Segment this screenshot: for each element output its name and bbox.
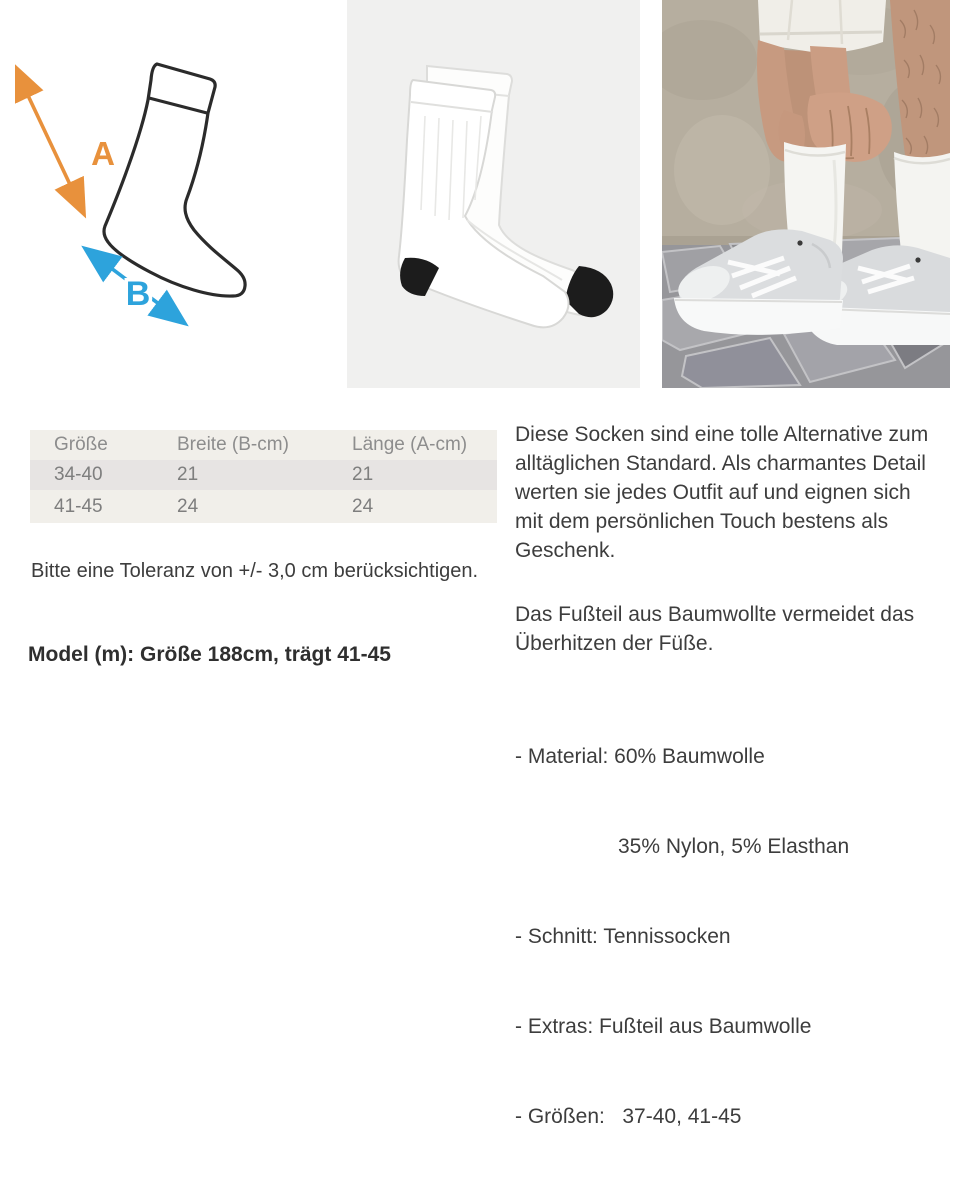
description-line: werten sie jedes Outfit auf und eignen sich	[515, 481, 911, 504]
breite-cell: 24	[177, 495, 199, 517]
size-table-header-row	[30, 430, 497, 460]
spec-groessen: - Größen: 37-40, 41-45	[515, 1105, 742, 1128]
description-line: Diese Socken sind eine tolle Alternative zum	[515, 423, 929, 446]
left-sneaker-eyelet	[797, 240, 802, 245]
laenge-cell: 24	[352, 495, 374, 517]
laenge-cell: 21	[352, 464, 374, 485]
spec-material: - Material: 60% Baumwolle	[515, 745, 765, 768]
tolerance-note: Bitte eine Toleranz von +/- 3,0 cm berücksichtigen.	[31, 560, 479, 582]
breite-cell: 21	[177, 464, 199, 485]
lifestyle-photo-svg	[662, 0, 950, 388]
lifestyle-photo	[662, 0, 950, 388]
measure-arrow-a-icon	[15, 68, 83, 212]
table-row	[30, 460, 497, 490]
size-cell: 34-40	[54, 464, 103, 485]
size-table-header-breite: Breite (B-cm)	[177, 434, 289, 455]
description-line: Geschenk.	[515, 539, 616, 562]
description-line: Überhitzen der Füße.	[515, 632, 714, 655]
size-diagram-svg	[15, 10, 330, 385]
size-table-header-laenge: Länge (A-cm)	[352, 434, 468, 455]
description-paragraph-2	[515, 600, 951, 658]
sock-outline	[104, 64, 245, 296]
description-line: mit dem persönlichen Touch bestens als	[515, 510, 889, 533]
product-specs-list	[515, 682, 951, 1192]
jeans-cuff	[758, 0, 886, 53]
jeans-cuff-fold	[760, 32, 882, 34]
right-sneaker-eyelet	[915, 257, 920, 262]
product-photo-socks	[347, 0, 640, 388]
size-cell: 41-45	[54, 495, 103, 517]
spec-extras: - Extras: Fußteil aus Baumwolle	[515, 1015, 812, 1038]
spec-schnitt: - Schnitt: Tennissocken	[515, 925, 731, 948]
size-table-header-groesse: Größe	[54, 434, 108, 455]
table-row	[30, 490, 497, 523]
spec-material-continuation: 35% Nylon, 5% Elasthan	[618, 835, 850, 858]
size-table	[30, 430, 497, 523]
size-diagram-image	[15, 10, 330, 385]
measure-label-b: B	[125, 275, 151, 313]
model-note: Model (m): Größe 188cm, trägt 41-45	[28, 643, 391, 666]
description-line: alltäglichen Standard. Als charmantes Detail	[515, 452, 926, 475]
measure-label-a: A	[91, 135, 115, 172]
product-photo-svg	[347, 0, 640, 388]
description-line: Das Fußteil aus Baumwollte vermeidet das	[515, 603, 915, 626]
description-paragraph-1	[515, 420, 951, 565]
product-description	[515, 420, 951, 1192]
